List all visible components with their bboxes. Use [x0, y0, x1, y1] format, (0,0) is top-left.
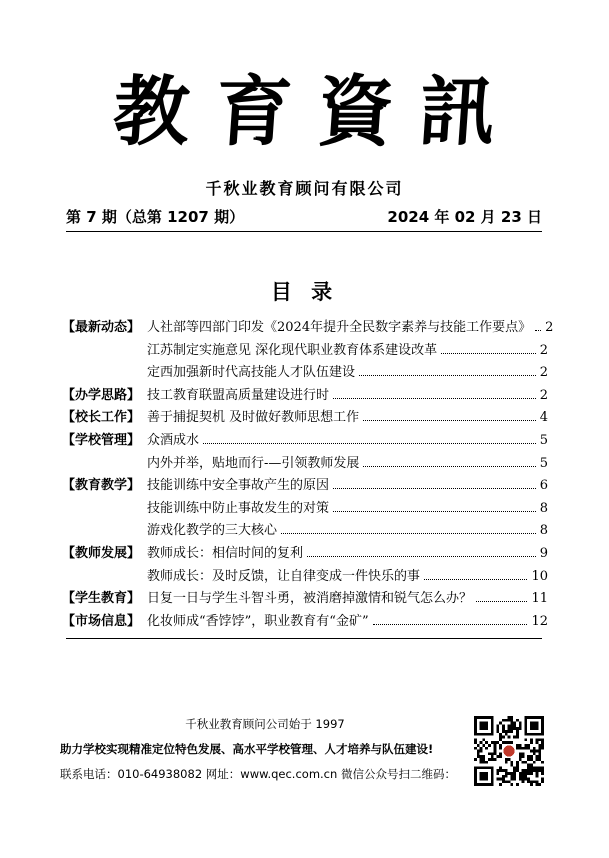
toc-leader-dots [307, 556, 536, 557]
toc-leader-dots [203, 443, 536, 444]
toc-entry-title: 内外并举，贴地而行-—引领教师发展 [147, 455, 360, 471]
toc-entry-title: 教师成长：相信时间的复利 [147, 545, 304, 561]
toc-leader-dots [424, 579, 527, 580]
toc-page-number: 2 [539, 387, 548, 403]
toc-leader-dots [373, 624, 528, 625]
toc-row[interactable] [62, 450, 548, 473]
toc-entry[interactable] [147, 610, 548, 629]
toc-leader-dots [333, 488, 536, 489]
toc-page-number: 8 [539, 523, 548, 539]
toc-leader-dots [535, 330, 541, 331]
footer-founded: 千秋业教育顾问公司始于 1997 [185, 717, 345, 731]
toc-leader-dots [333, 398, 536, 399]
toc-row[interactable] [62, 472, 548, 495]
toc-page-number: 12 [531, 613, 548, 629]
toc-leader-dots [281, 533, 536, 534]
toc-category: 【教育教学】 [62, 478, 141, 494]
toc-category: 【校长工作】 [62, 410, 141, 426]
toc-entry-title: 游戏化教学的三大核心 [147, 523, 278, 539]
toc-entry-title: 技能训练中安全事故产生的原因 [147, 478, 330, 494]
toc-entry[interactable] [147, 384, 548, 403]
toc-row[interactable] [62, 495, 548, 518]
toc-leader-dots [476, 601, 527, 602]
toc-row[interactable] [62, 585, 548, 608]
toc-page-number: 5 [539, 432, 548, 448]
toc-title: 目 录 [270, 280, 339, 304]
toc-entry-title: 人社部等四部门印发《2024年提升全民数字素养与技能工作要点》 [147, 320, 532, 335]
toc-category: 【学校管理】 [62, 432, 141, 448]
company-name: 千秋业教育顾问有限公司 [205, 179, 404, 198]
toc-page-number: 4 [539, 410, 548, 426]
toc-page-number: 8 [539, 500, 548, 516]
toc-row[interactable] [62, 359, 548, 382]
toc-entry[interactable] [147, 565, 548, 584]
header-divider [66, 231, 542, 232]
toc-leader-dots [363, 466, 535, 467]
toc-row[interactable] [62, 314, 554, 337]
toc-category: 【最新动态】 [62, 320, 141, 335]
toc-leader-dots [441, 353, 536, 354]
toc-entry[interactable] [147, 587, 548, 606]
toc-entry[interactable] [147, 406, 548, 425]
toc-entry-title: 江苏制定实施意见 深化现代职业教育体系建设改革 [147, 342, 438, 358]
toc-leader-dots [359, 375, 536, 376]
footer-contact: 联系电话：010-64938082 网址：www.qec.com.cn 微信公众号扫二维码： [60, 767, 456, 781]
toc-row[interactable] [62, 608, 548, 631]
toc-entry[interactable] [147, 542, 548, 561]
qr-code-icon[interactable] [474, 716, 544, 786]
toc-row[interactable] [62, 337, 548, 360]
toc-bottom-divider [66, 638, 542, 639]
toc-category: 【学生教育】 [62, 591, 141, 607]
toc-entry-title: 众酒成水 [147, 432, 200, 448]
toc-entry-title: 日复一日与学生斗智斗勇，被消磨掉激情和锐气怎么办？ [147, 591, 473, 607]
toc-entry-title: 定西加强新时代高技能人才队伍建设 [147, 365, 356, 381]
toc-leader-dots [333, 511, 536, 512]
toc-entry[interactable] [147, 429, 548, 448]
toc-entry-title: 善于捕捉契机 及时做好教师思想工作 [147, 410, 360, 426]
toc-page-number: 10 [531, 568, 548, 584]
footer-slogan: 助力学校实现精准定位特色发展、高水平学校管理、人才培养与队伍建设! [60, 742, 434, 756]
table-of-contents [62, 314, 554, 630]
masthead-title: 教育資訊 [110, 67, 525, 156]
toc-entry-title: 技工教育联盟高质量建设进行时 [147, 387, 330, 403]
toc-entry-title: 技能训练中防止事故发生的对策 [147, 500, 330, 516]
toc-category: 【教师发展】 [62, 545, 141, 561]
toc-row[interactable] [62, 427, 548, 450]
toc-row[interactable] [62, 404, 548, 427]
toc-row[interactable] [62, 563, 548, 586]
toc-row[interactable] [62, 517, 548, 540]
toc-entry[interactable] [147, 452, 548, 471]
toc-entry[interactable] [147, 474, 548, 493]
issue-number: 第 7 期（总第 1207 期） [66, 208, 245, 226]
toc-entry-title: 化妆师成“香饽饽”，职业教育有“金矿” [147, 613, 369, 629]
toc-row[interactable] [62, 382, 548, 405]
issue-date: 2024 年 02 月 23 日 [387, 208, 542, 226]
toc-page-number: 11 [531, 591, 548, 607]
toc-entry-title: 教师成长：及时反馈，让自律变成一件快乐的事 [147, 568, 421, 584]
footer [60, 716, 470, 782]
toc-page-number: 2 [545, 320, 554, 335]
toc-row[interactable] [62, 540, 548, 563]
toc-entry[interactable] [147, 497, 548, 516]
toc-page-number: 6 [539, 478, 548, 494]
toc-leader-dots [363, 420, 536, 421]
toc-entry[interactable] [147, 519, 548, 538]
toc-category: 【市场信息】 [62, 613, 141, 629]
toc-entry[interactable] [147, 316, 554, 335]
toc-page-number: 9 [539, 545, 548, 561]
toc-page-number: 2 [539, 342, 548, 358]
toc-page-number: 5 [539, 455, 548, 471]
toc-entry[interactable] [147, 361, 548, 380]
toc-category: 【办学思路】 [62, 387, 141, 403]
toc-entry[interactable] [147, 339, 548, 358]
toc-page-number: 2 [539, 365, 548, 381]
